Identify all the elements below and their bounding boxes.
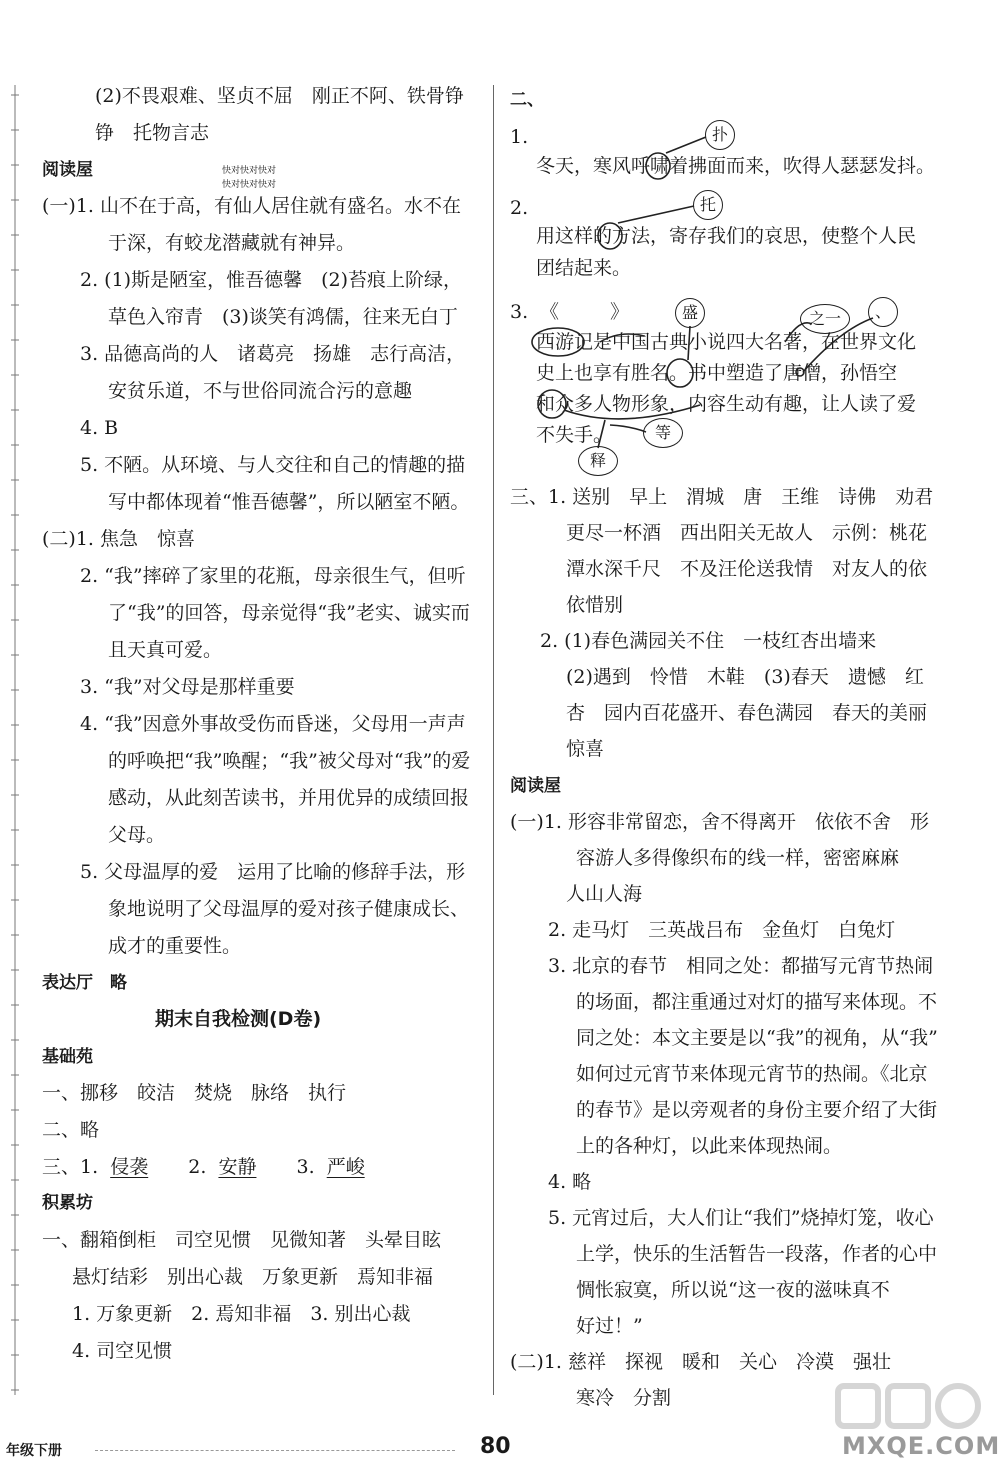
answer-line: 三、1. 送别 早上 渭城 唐 王维 诗佛 劝君 bbox=[510, 486, 934, 508]
answer-line: 团结起来。 bbox=[536, 257, 632, 279]
page-title: 期末自我检测(D卷) bbox=[155, 1008, 322, 1030]
answer-line: 3. 品德高尚的人 诸葛亮 扬雄 志行高洁， bbox=[80, 343, 466, 365]
section-heading: 表达厅 略 bbox=[42, 973, 127, 993]
answer-line: 象地说明了父母温厚的爱对孩子健康成长、 bbox=[108, 898, 470, 920]
answer-line: (2)不畏艰难、坚贞不屈 刚正不阿、铁骨铮 bbox=[95, 85, 464, 107]
answer-line: 人山人海 bbox=[566, 883, 643, 905]
answer-line: 了“我”的回答，母亲觉得“我”老实、诚实而 bbox=[108, 602, 470, 624]
answer-line: 父母。 bbox=[108, 824, 166, 846]
answer-line: 成才的重要性。 bbox=[108, 935, 242, 957]
section-heading: 阅读屋 bbox=[510, 776, 561, 796]
answer-line: 史上也享有胜名。书中塑造了唐僧，孙悟空 bbox=[536, 362, 898, 384]
correction-circle: 扑 bbox=[705, 120, 735, 150]
stray-stamp: 快对快对快对 bbox=[222, 180, 277, 190]
answer-line: 的呼唤把“我”唤醒；“我”被父母对“我”的爱 bbox=[108, 750, 471, 772]
page-number: 80 bbox=[480, 1434, 511, 1459]
item-number: 3. bbox=[510, 301, 529, 323]
item-prefix: 2. bbox=[188, 1156, 207, 1178]
answer-line: 寒冷 分割 bbox=[576, 1387, 672, 1409]
answer-line: 4. B bbox=[80, 417, 119, 439]
correction-circle: 等 bbox=[643, 418, 683, 448]
footer-rule bbox=[95, 1450, 455, 1451]
answer-line: 5. 父母温厚的爱 运用了比喻的修辞手法，形 bbox=[80, 861, 466, 883]
binding-margin bbox=[10, 85, 20, 1395]
answer-line: 的场面，都注重通过对灯的描写来体现。不 bbox=[576, 991, 938, 1013]
answer-line: 不失手。 bbox=[536, 424, 613, 446]
correction-circle: 、 bbox=[868, 297, 898, 327]
answer-line: 感动，从此刻苦读书，并用优异的成绩回报 bbox=[108, 787, 470, 809]
answer-line: 依惜别 bbox=[566, 594, 624, 616]
underlined-answer: 安静 bbox=[218, 1156, 257, 1178]
answer-line: 容游人多得像织布的线一样，密密麻麻 bbox=[576, 847, 900, 869]
grade-label: 年级下册 bbox=[6, 1443, 62, 1459]
answer-line: 2. “我”摔碎了家里的花瓶，母亲很生气，但听 bbox=[80, 565, 466, 587]
answer-line: 1. 万象更新 2. 焉知非福 3. 别出心裁 bbox=[72, 1303, 411, 1325]
answer-line: 3. 北京的春节 相同之处：都描写元宵节热闹 bbox=[548, 955, 934, 977]
correction-circle: 释 bbox=[578, 446, 618, 476]
underlined-answer: 侵袭 bbox=[110, 1156, 149, 1178]
answer-line: 草色入帘青 (3)谈笑有鸿儒，往来无白丁 bbox=[108, 306, 458, 328]
answer-line: 上的各种灯，以此来体现热闹。 bbox=[576, 1135, 843, 1157]
answer-line: 2. (1)春色满园关不住 一枝红杏出墙来 bbox=[540, 630, 877, 652]
answer-line: 杏 园内百花盛开、春色满园 春天的美丽 bbox=[566, 702, 928, 724]
answer-line: 3. “我”对父母是那样重要 bbox=[80, 676, 295, 698]
item-prefix: 3. bbox=[296, 1156, 315, 1178]
correction-circle: 之一 bbox=[800, 304, 850, 334]
answer-line: 5. 不陋。从环境、与人交往和自己的情趣的描 bbox=[80, 454, 466, 476]
answer-line: 5. 元宵过后，大人们让“我们”烧掉灯笼，收心 bbox=[548, 1207, 934, 1229]
answer-line: 且天真可爱。 bbox=[108, 639, 223, 661]
correction-circle: 盛 bbox=[675, 298, 705, 328]
item-number: 1. bbox=[510, 126, 529, 148]
answer-line: 2. (1)斯是陋室，惟吾德馨 (2)苔痕上阶绿， bbox=[80, 269, 462, 291]
answer-line: (二)1. 焦急 惊喜 bbox=[42, 528, 195, 550]
item-number: 2. bbox=[510, 197, 529, 219]
answer-line: 同之处：本文主要是以“我”的视角，从“我” bbox=[576, 1027, 938, 1049]
section-heading: 阅读屋 bbox=[42, 160, 93, 180]
answer-line: 铮 托物言志 bbox=[95, 122, 210, 144]
answer-line: 安贫乐道，不与世俗同流合污的意趣 bbox=[108, 380, 413, 402]
answer-line: 用这样的方法，寄存我们的哀思，使整个人民 bbox=[536, 225, 917, 247]
item-prefix: 三、1. bbox=[42, 1156, 99, 1178]
answer-line: 悬灯结彩 别出心裁 万象更新 焉知非福 bbox=[72, 1266, 434, 1288]
answer-line: 的春节》是以旁观者的身份主要介绍了大街 bbox=[576, 1099, 938, 1121]
inserted-mark: 《 bbox=[540, 301, 560, 323]
answer-line: (2)遇到 怜惜 木鞋 (3)春天 遗憾 红 bbox=[566, 666, 924, 688]
answer-line: 惆怅寂寞，所以说“这一夜的滋味真不 bbox=[576, 1279, 890, 1301]
section-heading: 积累坊 bbox=[42, 1193, 93, 1213]
answer-line: 和众多人物形象，内容生动有趣，让人读了爱 bbox=[536, 393, 917, 415]
answer-line: 一、翻箱倒柜 司空见惯 见微知著 头晕目眩 bbox=[42, 1229, 442, 1251]
answer-line: 西游记是中国古典小说四大名著，在世界文化 bbox=[536, 331, 917, 353]
answer-line: 4. 略 bbox=[548, 1171, 592, 1193]
section-heading: 基础苑 bbox=[42, 1047, 93, 1067]
correction-circle: 托 bbox=[693, 190, 723, 220]
answer-line: 潭水深千尺 不及汪伦送我情 对友人的依 bbox=[566, 558, 928, 580]
answer-line: 4. 司空见惯 bbox=[72, 1340, 173, 1362]
answer-line: (一)1. 形容非常留恋，舍不得离开 依依不舍 形 bbox=[510, 811, 929, 833]
answer-line: 一、挪移 皎洁 焚烧 脉络 执行 bbox=[42, 1082, 347, 1104]
underlined-answer: 严峻 bbox=[326, 1156, 365, 1178]
answer-line: (一)1. 山不在于高，有仙人居住就有盛名。水不在 bbox=[42, 195, 461, 217]
answer-line: 冬天，寒风呼啸着拂面而来，吹得人瑟瑟发抖。 bbox=[536, 155, 936, 177]
section-heading: 二、 bbox=[510, 90, 544, 110]
answer-line: 上学，快乐的生活暂告一段落，作者的心中 bbox=[576, 1243, 938, 1265]
answer-line bbox=[42, 1155, 365, 1179]
watermark-text: MXQE.COM bbox=[842, 1432, 1000, 1460]
answer-line: 好过！” bbox=[576, 1315, 643, 1337]
answer-line: (二)1. 慈祥 探视 暖和 关心 冷漠 强壮 bbox=[510, 1351, 891, 1373]
answer-line: 惊喜 bbox=[566, 738, 605, 760]
answer-line: 2. 走马灯 三英战吕布 金鱼灯 白兔灯 bbox=[548, 919, 896, 941]
stray-stamp: 快对快对快对 bbox=[222, 166, 277, 176]
answer-line: 如何过元宵节来体现元宵节的热闹。《北京 bbox=[576, 1063, 928, 1085]
answer-line: 于深，有蛟龙潜藏就有神异。 bbox=[108, 232, 356, 254]
answer-line: 4. “我”因意外事故受伤而昏迷，父母用一声声 bbox=[80, 713, 466, 735]
answer-line: 写中都体现着“惟吾德馨”，所以陋室不陋。 bbox=[108, 491, 470, 513]
column-divider bbox=[493, 85, 494, 1395]
inserted-mark: 》 bbox=[610, 301, 630, 323]
answer-line: 更尽一杯酒 西出阳关无故人 示例：桃花 bbox=[566, 522, 928, 544]
answer-line: 二、略 bbox=[42, 1119, 100, 1141]
